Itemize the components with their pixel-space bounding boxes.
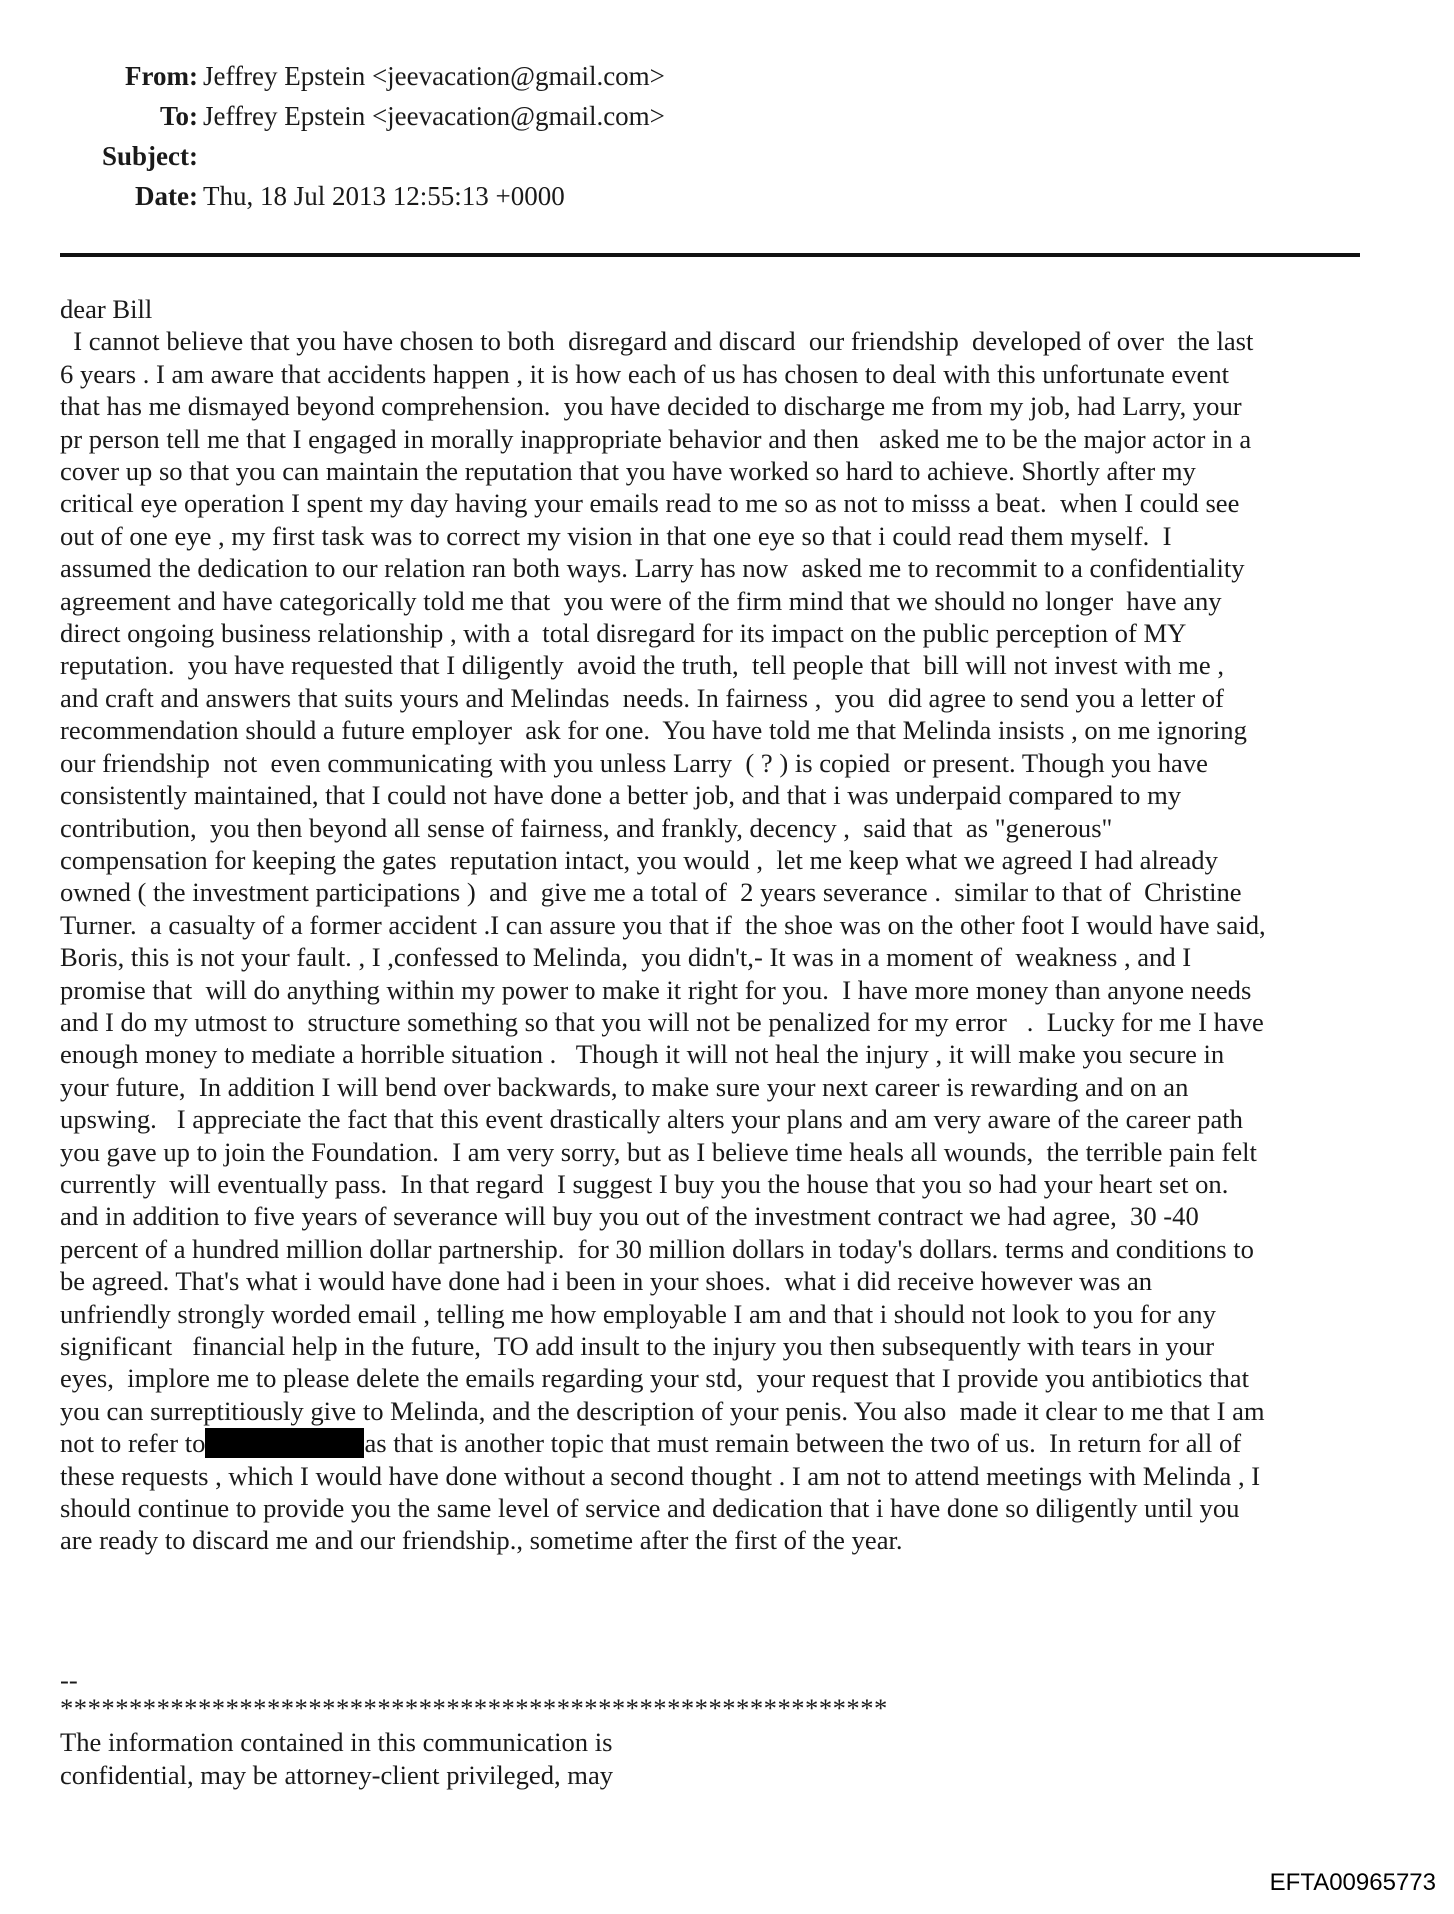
body-line: that has me dismayed beyond comprehension. you have decided to discharge me from my job, had Larry, your xyxy=(60,391,1242,422)
body-line: you gave up to join the Foundation. I am very sorry, but as I believe time heals all wounds, the terrible pain felt xyxy=(60,1136,1257,1167)
body-line: cover up so that you can maintain the reputation that you have worked so hard to achieve. Shortly after my xyxy=(60,456,1196,487)
body-line: 6 years . I am aware that accidents happen , it is how each of us has chosen to deal with this unfortunate event xyxy=(60,358,1230,389)
subject-row xyxy=(0,136,1454,176)
body-line: reputation. you have requested that I diligently avoid the truth, tell people that bill will not invest with me , xyxy=(60,650,1224,681)
date-label: Date: xyxy=(135,181,198,211)
email-header xyxy=(0,56,1454,216)
body-line: direct ongoing business relationship , with a total disregard for its impact on the public perception of MY xyxy=(60,618,1187,649)
body-line: assumed the dedication to our relation ran both ways. Larry has now asked me to recommit to a confidentiality xyxy=(60,553,1245,584)
subject-label: Subject: xyxy=(102,141,198,171)
body-line: currently will eventually pass. In that regard I suggest I buy you the house that you so had your heart set on. xyxy=(60,1168,1229,1199)
body-line: agreement and have categorically told me that you were of the firm mind that we should no longer have any xyxy=(60,585,1222,616)
body-line: these requests , which I would have done without a second thought . I am not to attend meetings with Melinda , I xyxy=(60,1460,1261,1491)
body-line: upswing. I appreciate the fact that this event drastically alters your plans and am very aware of the career path xyxy=(60,1104,1243,1135)
body-line: unfriendly strongly worded email , telling me how employable I am and that i should not look to you for any xyxy=(60,1298,1216,1329)
from-row xyxy=(0,56,1454,96)
from-label: From: xyxy=(125,61,198,91)
to-value: Jeffrey Epstein <jeevacation@gmail.com> xyxy=(203,101,665,131)
confidentiality-notice-line: confidential, may be attorney-client privileged, may xyxy=(60,1759,614,1790)
to-row xyxy=(0,96,1454,136)
body-line: significant financial help in the future, TO add insult to the injury you then subsequently with tears in your xyxy=(60,1331,1215,1361)
redaction-block xyxy=(205,1428,364,1458)
body-line: percent of a hundred million dollar partnership. for 30 million dollars in today's dollars. terms and conditions to xyxy=(60,1233,1254,1264)
email-footer xyxy=(60,1664,1260,1791)
from-value: Jeffrey Epstein <jeevacation@gmail.com> xyxy=(203,61,665,91)
redacted-body-line xyxy=(60,1427,1400,1459)
bates-number: EFTA00965773 xyxy=(1269,1869,1436,1896)
redacted-line-start: not to refer to xyxy=(60,1428,206,1459)
body-line: pr person tell me that I engaged in morally inappropriate behavior and then asked me to be the major actor in a xyxy=(60,423,1252,454)
body-line: consistently maintained, that I could not have done a better job, and that i was underpaid compared to my xyxy=(60,780,1182,811)
body-line: and craft and answers that suits yours and Melindas needs. In fairness , you did agree to send you a letter of xyxy=(60,682,1224,713)
header-divider xyxy=(60,253,1360,257)
body-line: contribution, you then beyond all sense of fairness, and frankly, decency , said that as "generous" xyxy=(60,812,1113,843)
body-line: should continue to provide you the same level of service and dedication that i have done so diligently until you xyxy=(60,1493,1240,1524)
signature-separator: -- xyxy=(60,1665,78,1695)
body-line: are ready to discard me and our friendship., sometime after the first of the year. xyxy=(60,1525,903,1556)
body-line: be agreed. That's what i would have done had i been in your shoes. what i did receive however was an xyxy=(60,1266,1153,1297)
body-line: eyes, implore me to please delete the emails regarding your std, your request that I provide you antibiotics that xyxy=(60,1363,1249,1394)
email-body xyxy=(60,293,1400,1557)
body-line: owned ( the investment participations ) and give me a total of 2 years severance . similar to that of Christine xyxy=(60,877,1242,908)
body-line: and in addition to five years of severance will buy you out of the investment contract we had agree, 30 -40 xyxy=(60,1201,1199,1232)
to-label: To: xyxy=(159,101,198,131)
body-line: out of one eye , my first task was to correct my vision in that one eye so that i could read them myself. I xyxy=(60,520,1172,551)
asterisk-divider: ************************************************************ xyxy=(60,1693,888,1724)
date-value: Thu, 18 Jul 2013 12:55:13 +0000 xyxy=(203,181,565,211)
body-line: dear Bill xyxy=(60,294,153,324)
body-line: our friendship not even communicating with you unless Larry ( ? ) is copied or present. Though you have xyxy=(60,747,1208,778)
redacted-line-end: as that is another topic that must remain between the two of us. In return for all of xyxy=(364,1428,1242,1459)
body-line: you can surreptitiously give to Melinda, and the description of your penis. You also made it clear to me that I am xyxy=(60,1395,1265,1426)
body-line: your future, In addition I will bend over backwards, to make sure your next career is rewarding and on an xyxy=(60,1071,1189,1102)
date-row xyxy=(0,176,1454,216)
body-line: and I do my utmost to structure something so that you will not be penalized for my error . Lucky for me I have xyxy=(60,1006,1264,1037)
body-line: Boris, this is not your fault. , I ,confessed to Melinda, you didn't,- It was in a moment of weakness , and I xyxy=(60,942,1192,973)
body-line: I cannot believe that you have chosen to both disregard and discard our friendship developed of over the last xyxy=(60,326,1254,357)
body-line: promise that will do anything within my power to make it right for you. I have more money than anyone needs xyxy=(60,974,1252,1005)
body-line: Turner. a casualty of a former accident .I can assure you that if the shoe was on the other foot I would have said, xyxy=(60,909,1266,940)
body-line: enough money to mediate a horrible situation . Though it will not heal the injury , it will make you secure in xyxy=(60,1039,1225,1070)
body-line: recommendation should a future employer ask for one. You have told me that Melinda insists , on me ignoring xyxy=(60,715,1247,746)
body-line: compensation for keeping the gates reputation intact, you would , let me keep what we agreed I had already xyxy=(60,844,1218,875)
body-line: critical eye operation I spent my day having your emails read to me so as not to misss a beat. when I could see xyxy=(60,488,1240,519)
confidentiality-notice-line: The information contained in this communication is xyxy=(60,1727,613,1758)
